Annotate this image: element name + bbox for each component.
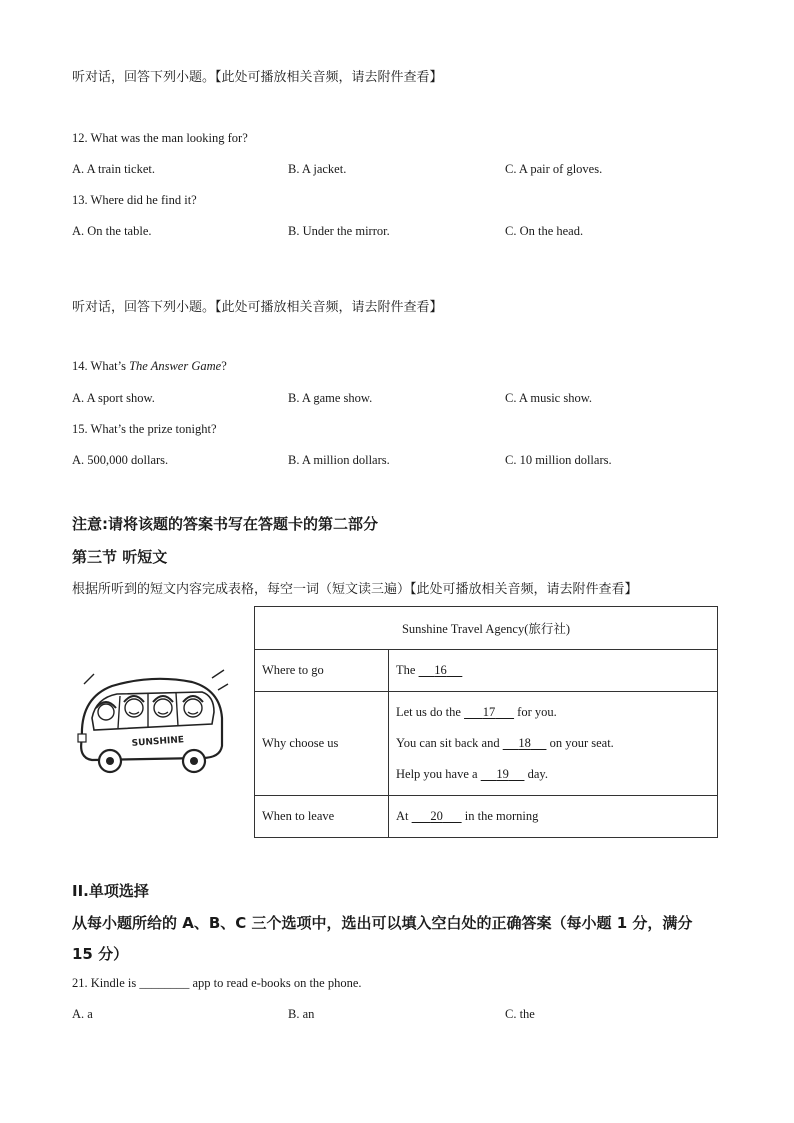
question-21-option-a: A. a	[72, 1007, 93, 1021]
question-21-option-b: B. an	[288, 1007, 315, 1021]
row-when-prefix: At	[396, 809, 412, 823]
row-where-label: Where to go	[255, 650, 389, 692]
part-2-instruction-line-1: 从每小题所给的 A、B、C 三个选项中，选出可以填入空白处的正确答案（每小题 1 分，满分	[72, 914, 693, 932]
question-13-option-c: C. On the head.	[505, 224, 584, 238]
question-15-option-a: A. 500,000 dollars.	[72, 453, 169, 467]
question-12-stem: 12. What was the man looking for?	[72, 131, 248, 145]
question-14-option-a: A. A sport show.	[72, 391, 155, 405]
part-2-instruction-line-2: 15 分）	[72, 945, 129, 963]
why-line-3-suffix: day.	[524, 767, 548, 781]
why-line-1-prefix: Let us do the	[396, 705, 465, 719]
question-15-option-c: C. 10 million dollars.	[505, 453, 612, 467]
section-3-instruction: 根据所听到的短文内容完成表格，每空一词（短文读三遍）【此处可播放相关音频，请去附件查看】	[72, 582, 638, 597]
question-15-stem: 15. What’s the prize tonight?	[72, 422, 217, 436]
question-15-option-b: B. A million dollars.	[288, 453, 390, 467]
question-21-option-c: C. the	[505, 1007, 535, 1021]
blank-20-number: 20	[430, 809, 443, 823]
why-line-1	[396, 697, 710, 728]
blank-20	[412, 809, 462, 824]
row-where-value	[389, 650, 718, 692]
dialog-instruction-1: 听对话，回答下列小题。【此处可播放相关音频，请去附件查看】	[72, 70, 443, 85]
travel-agency-table	[254, 606, 718, 838]
why-line-2-suffix: on your seat.	[546, 736, 614, 750]
row-when-suffix: in the morning	[461, 809, 539, 823]
question-14-show-title: The Answer Game	[129, 359, 222, 373]
question-13-option-b: B. Under the mirror.	[288, 224, 390, 238]
why-line-2	[396, 728, 710, 759]
question-12-option-b: B. A jacket.	[288, 162, 347, 176]
question-13-stem: 13. Where did he find it?	[72, 193, 197, 207]
answer-sheet-note: 注意:请将该题的答案书写在答题卡的第二部分	[72, 515, 379, 533]
row-why-value	[389, 692, 718, 796]
question-14-option-c: C. A music show.	[505, 391, 593, 405]
question-12-option-c: C. A pair of gloves.	[505, 162, 603, 176]
blank-18-number: 18	[518, 736, 531, 750]
blank-17-number: 17	[482, 705, 496, 719]
question-12-option-a: A. A train ticket.	[72, 162, 155, 176]
blank-16	[419, 663, 463, 678]
blank-18	[503, 728, 547, 759]
question-21-stem: 21. Kindle is ________ app to read e-books on the phone.	[72, 976, 362, 990]
question-14-stem-suffix: ?	[221, 359, 227, 373]
table-header: Sunshine Travel Agency(旅行社)	[255, 607, 718, 650]
row-when-value	[389, 796, 718, 838]
why-line-2-prefix: You can sit back and	[396, 736, 503, 750]
row-when-label: When to leave	[255, 796, 389, 838]
section-3-title: 第三节 听短文	[72, 548, 168, 566]
why-line-3	[396, 759, 710, 790]
blank-17	[464, 697, 514, 728]
blank-19	[481, 759, 525, 790]
row-where-prefix: The	[396, 663, 419, 677]
blank-19-number: 19	[496, 767, 509, 781]
question-14-option-b: B. A game show.	[288, 391, 373, 405]
dialog-instruction-2: 听对话，回答下列小题。【此处可播放相关音频，请去附件查看】	[72, 300, 443, 315]
bus-side-text: SUNSHINE	[131, 735, 185, 749]
blank-16-number: 16	[434, 663, 447, 677]
sunshine-bus-illustration	[72, 668, 230, 780]
why-line-3-prefix: Help you have a	[396, 767, 481, 781]
row-why-label: Why choose us	[255, 692, 389, 796]
question-14-stem-prefix: 14. What’s	[72, 359, 130, 373]
question-13-option-a: A. On the table.	[72, 224, 152, 238]
question-14-stem	[72, 359, 227, 374]
part-2-title: II.单项选择	[72, 882, 149, 900]
why-line-1-suffix: for you.	[514, 705, 557, 719]
